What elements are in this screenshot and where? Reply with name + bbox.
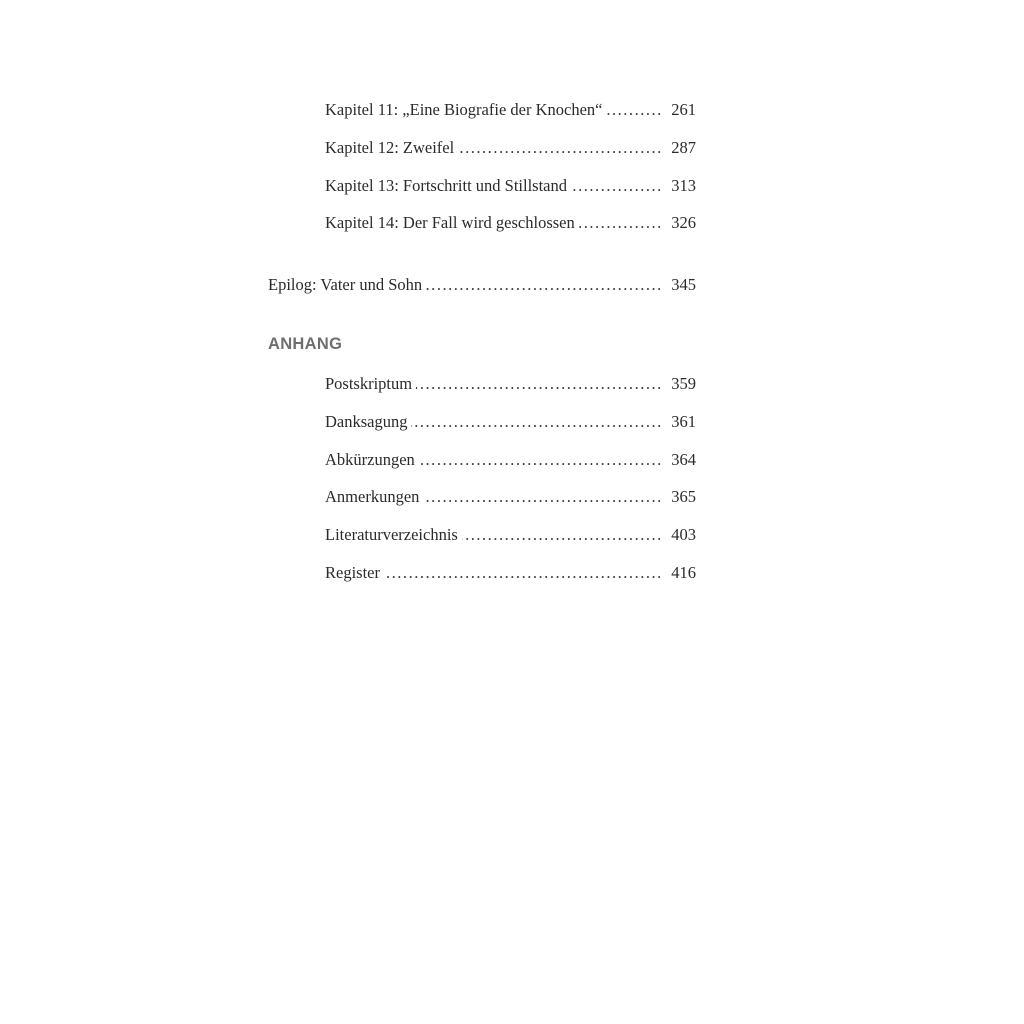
toc-entry-literaturverzeichnis[interactable] xyxy=(325,525,696,545)
dot-leader xyxy=(607,100,667,120)
toc-entry-danksagung[interactable] xyxy=(325,412,696,432)
dot-leader xyxy=(571,176,666,196)
section-heading-anhang: ANHANG xyxy=(268,335,343,353)
toc-entry-kapitel-11[interactable] xyxy=(325,100,696,120)
toc-entry-epilog[interactable] xyxy=(268,275,696,295)
toc-entry-title: Kapitel 12: Zweifel xyxy=(325,138,455,157)
toc-entry-title: Kapitel 13: Fortschritt und Stillstand xyxy=(325,176,567,195)
dot-leader xyxy=(411,412,666,432)
dot-leader xyxy=(419,450,666,470)
toc-entry-page-number: 287 xyxy=(671,138,696,157)
toc-entry-page-number: 359 xyxy=(671,374,696,393)
toc-entry-title: Abkürzungen xyxy=(325,450,415,469)
toc-entry-kapitel-13[interactable] xyxy=(325,176,696,196)
toc-entry-title: Register xyxy=(325,563,380,582)
dot-leader xyxy=(426,275,666,295)
toc-entry-page-number: 365 xyxy=(671,487,696,506)
toc-entry-page-number: 313 xyxy=(671,176,696,195)
toc-entry-page-number: 261 xyxy=(671,100,696,119)
toc-entry-abkuerzungen[interactable] xyxy=(325,450,696,470)
dot-leader xyxy=(462,525,666,545)
toc-entry-register[interactable] xyxy=(325,563,696,583)
toc-entry-title: Anmerkungen xyxy=(325,487,420,506)
dot-leader xyxy=(458,138,666,158)
dot-leader xyxy=(423,487,666,507)
toc-entry-anmerkungen[interactable] xyxy=(325,487,696,507)
toc-entry-page-number: 326 xyxy=(671,213,696,232)
toc-entry-title: Kapitel 14: Der Fall wird geschlossen xyxy=(325,213,575,232)
toc-entry-title: Kapitel 11: „Eine Biografie der Knochen“ xyxy=(325,100,603,119)
dot-leader xyxy=(384,563,666,583)
dot-leader xyxy=(579,213,666,233)
toc-entry-page-number: 364 xyxy=(671,450,696,469)
dot-leader xyxy=(416,374,666,394)
toc-entry-title: Epilog: Vater und Sohn xyxy=(268,275,423,294)
toc-entry-kapitel-14[interactable] xyxy=(325,213,696,233)
toc-entry-page-number: 345 xyxy=(671,275,696,294)
toc-entry-title: Postskriptum xyxy=(325,374,413,393)
toc-entry-kapitel-12[interactable] xyxy=(325,138,696,158)
toc-entry-page-number: 416 xyxy=(671,563,696,582)
toc-entry-page-number: 361 xyxy=(671,412,696,431)
toc-entry-postskriptum[interactable] xyxy=(325,374,696,394)
toc-entry-page-number: 403 xyxy=(671,525,696,544)
toc-entry-title: Danksagung xyxy=(325,412,408,431)
toc-entry-title: Literaturverzeichnis xyxy=(325,525,458,544)
